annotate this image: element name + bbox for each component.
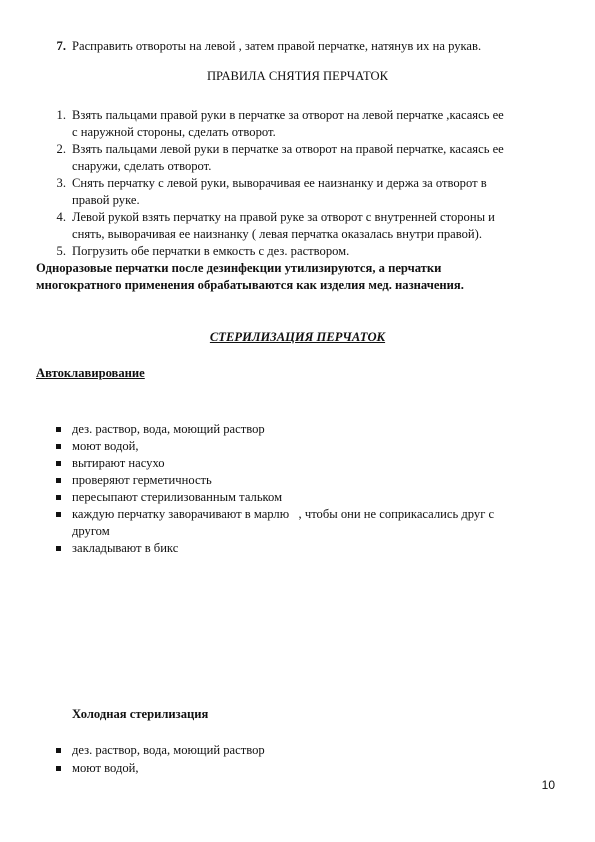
list-item-number: 4. (56, 210, 66, 224)
bullet-icon (56, 766, 61, 771)
list-item: дез. раствор, вода, моющий раствор (72, 743, 265, 757)
disposal-note-line1: Одноразовые перчатки после дезинфекции утилизируются, а перчатки (36, 261, 442, 275)
bullet-icon (56, 495, 61, 500)
list-item-number: 1. (56, 108, 66, 122)
disposal-note-line2: многократного применения обрабатываются как изделия мед. назначения. (36, 278, 464, 292)
list-item-text-cont: правой руке. (72, 193, 140, 207)
list-item-text: Левой рукой взять перчатку на правой руке за отворот с внутренней стороны и (72, 210, 495, 224)
bullet-icon (56, 748, 61, 753)
list-item: закладывают в бикс (72, 541, 179, 555)
bullet-icon (56, 546, 61, 551)
list-item-text-cont: снять, выворачивая ее наизнанку ( левая перчатка оказалась внутри правой). (72, 227, 482, 241)
autoclave-title: Автоклавирование (36, 366, 145, 380)
bullet-icon (56, 427, 61, 432)
list-item-cont: другом (72, 524, 110, 538)
intro-item-text: Расправить отвороты на левой , затем правой перчатке, натянув их на рукав. (72, 39, 482, 53)
list-item-text: Снять перчатку с левой руки, выворачивая ее наизнанку и держа за отворот в (72, 176, 487, 190)
sterilization-heading: СТЕРИЛИЗАЦИЯ ПЕРЧАТОК (209, 330, 386, 344)
page-number: 10 (541, 778, 555, 792)
list-item: проверяют герметичность (72, 473, 212, 487)
list-item: пересыпают стерилизованным тальком (72, 490, 283, 504)
list-item-text-cont: снаружи, сделать отворот. (72, 159, 212, 173)
list-item: дез. раствор, вода, моющий раствор (72, 422, 265, 436)
cold-sterilization-title: Холодная стерилизация (72, 707, 209, 721)
list-item: моют водой, (72, 439, 139, 453)
list-item-text-cont: с наружной стороны, сделать отворот. (72, 125, 276, 139)
bullet-icon (56, 444, 61, 449)
intro-item-number: 7. (56, 39, 66, 53)
list-item: моют водой, (72, 761, 139, 775)
list-item-text: Взять пальцами правой руки в перчатке за отворот на левой перчатке ,касаясь ее (72, 108, 504, 122)
list-item-text: Взять пальцами левой руки в перчатке за отворот на правой перчатке, касаясь ее (72, 142, 504, 156)
list-item: каждую перчатку заворачивают в марлю , чтобы они не соприкасались друг с (72, 507, 495, 521)
bullet-icon (56, 512, 61, 517)
list-item-number: 5. (56, 244, 66, 258)
bullet-icon (56, 461, 61, 466)
removal-heading: ПРАВИЛА СНЯТИЯ ПЕРЧАТОК (206, 69, 389, 83)
list-item: вытирают насухо (72, 456, 165, 470)
bullet-icon (56, 478, 61, 483)
list-item-number: 2. (56, 142, 66, 156)
list-item-text: Погрузить обе перчатки в емкость с дез. раствором. (72, 244, 350, 258)
list-item-number: 3. (56, 176, 66, 190)
